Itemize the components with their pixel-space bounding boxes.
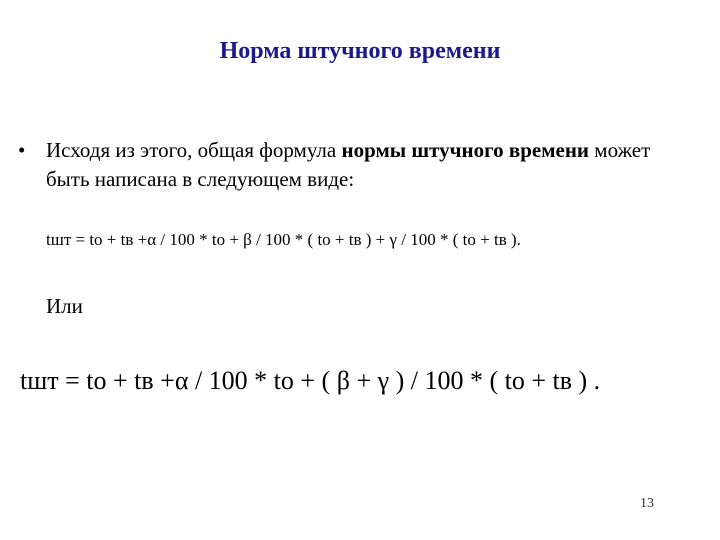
paragraph-bold-term: нормы штучного времени — [341, 138, 590, 162]
bullet-paragraph — [18, 136, 698, 194]
formula-expanded: tшт = to + tв +α / 100 * to + β / 100 * ( to + tв ) + γ / 100 * ( to + tв ). — [46, 230, 521, 249]
bullet-marker: • — [18, 138, 26, 162]
formula-simplified: tшт = to + tв +α / 100 * to + ( β + γ ) / 100 * ( to + tв ) . — [20, 366, 601, 395]
paragraph-part2: может быть написана в следующем виде: — [46, 138, 651, 191]
page-number: 13 — [640, 496, 654, 511]
or-label: Или — [46, 294, 83, 318]
paragraph-part1: Исходя из этого, общая формула — [46, 138, 342, 162]
slide-title: Норма штучного времени — [219, 38, 501, 64]
paragraph-text — [46, 136, 698, 194]
